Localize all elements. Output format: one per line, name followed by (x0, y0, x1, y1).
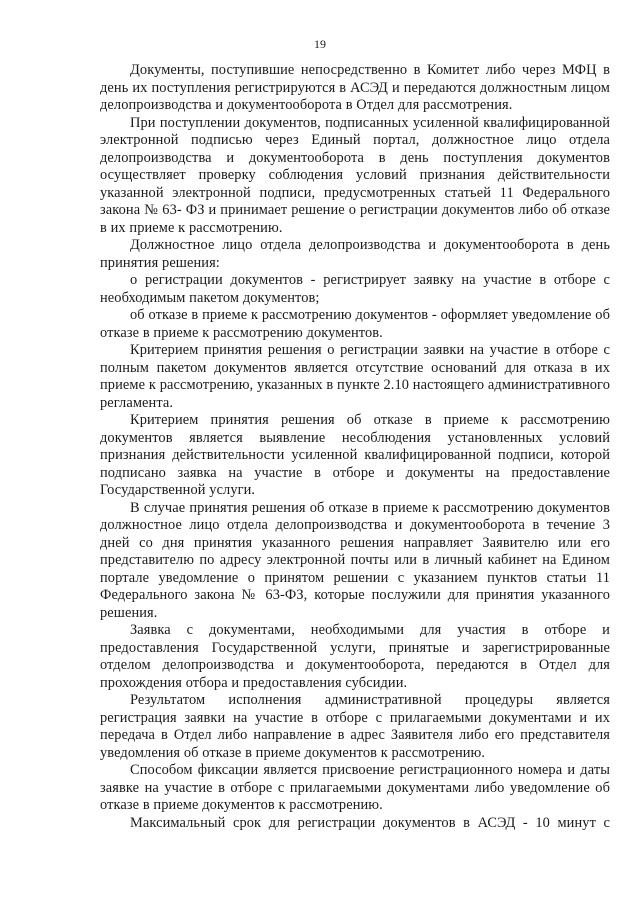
paragraph-refusal-notification: В случае принятия решения об отказе в приеме к рассмотрению документов должностное лицо отдела делопроизводства и документооборота в течение 3 дней со дня принятия указанного решения направляет Заявителю или его представителю по адресу электронной почты или в личный кабинет на Едином портале уведомление о принятом решении с указанием пунктов статьи 11 Федерального закона № 63-ФЗ, которые послужили для принятия указанного решения. (100, 499, 610, 621)
paragraph-official-decision-day: Должностное лицо отдела делопроизводства и документооборота в день принятия решения: (100, 237, 610, 271)
paragraph-max-registration-time: Максимальный срок для регистрации документов в АСЭД - 10 минут с (130, 814, 610, 831)
paragraph-registration-ased: Документы, поступившие непосредственно в Комитет либо через МФЦ в день их поступления регистрируются в АСЭД и передаются должностным лицом делопроизводства и документооборота в Отдел для рассмотрения. (100, 62, 610, 113)
paragraph-fixation-method: Способом фиксации является присвоение регистрационного номера и даты заявке на участие в отборе с прилагаемыми документами либо уведомление об отказе в приеме документов к рассмотрению. (100, 762, 610, 813)
paragraph-option-refusal: об отказе в приеме к рассмотрению документов - оформляет уведомление об отказе в приеме к рассмотрению документов. (100, 307, 610, 341)
paragraph-procedure-result: Результатом исполнения административной процедуры является регистрация заявки на участие в отборе с прилагаемыми документами и их передача в Отдел либо направление в адрес Заявителя либо его представителя уведомления об отказе в приеме документов к рассмотрению. (100, 692, 610, 761)
page-number: 19 (314, 37, 326, 51)
paragraph-refusal-criterion: Критерием принятия решения об отказе в приеме к рассмотрению документов является выявление несоблюдения установленных условий признания действительности усиленной квалифицированной подписи, которой подписано заявка на участие в отборе и документы на предоставление Государственной услуги. (100, 412, 610, 498)
paragraph-electronic-signature-check: При поступлении документов, подписанных усиленной квалифицированной электронной подписью через Единый портал, должностное лицо отдела делопроизводства и документооборота в день поступления документов осуществляет проверку соблюдения условий признания действительности указанной электронной подписи, предусмотренных статьей 11 Федерального закона № 63- ФЗ и принимает решение о регистрации документов либо об отказе в их приеме к рассмотрению. (100, 114, 610, 236)
paragraph-transfer-to-department: Заявка с документами, необходимыми для участия в отборе и предоставления Государственной услуги, принятые и зарегистрированные отделом делопроизводства и документооборота, передаются в Отдел для прохождения отбора и предоставления субсидии. (100, 622, 610, 691)
document-body (100, 62, 610, 832)
paragraph-option-registration: о регистрации документов - регистрирует заявку на участие в отборе с необходимым пакетом документов; (100, 272, 610, 306)
paragraph-registration-criterion: Критерием принятия решения о регистрации заявки на участие в отборе с полным пакетом документов является отсутствие оснований для отказа в их приеме к рассмотрению, указанных в пункте 2.10 настоящего административного регламента. (100, 342, 610, 411)
